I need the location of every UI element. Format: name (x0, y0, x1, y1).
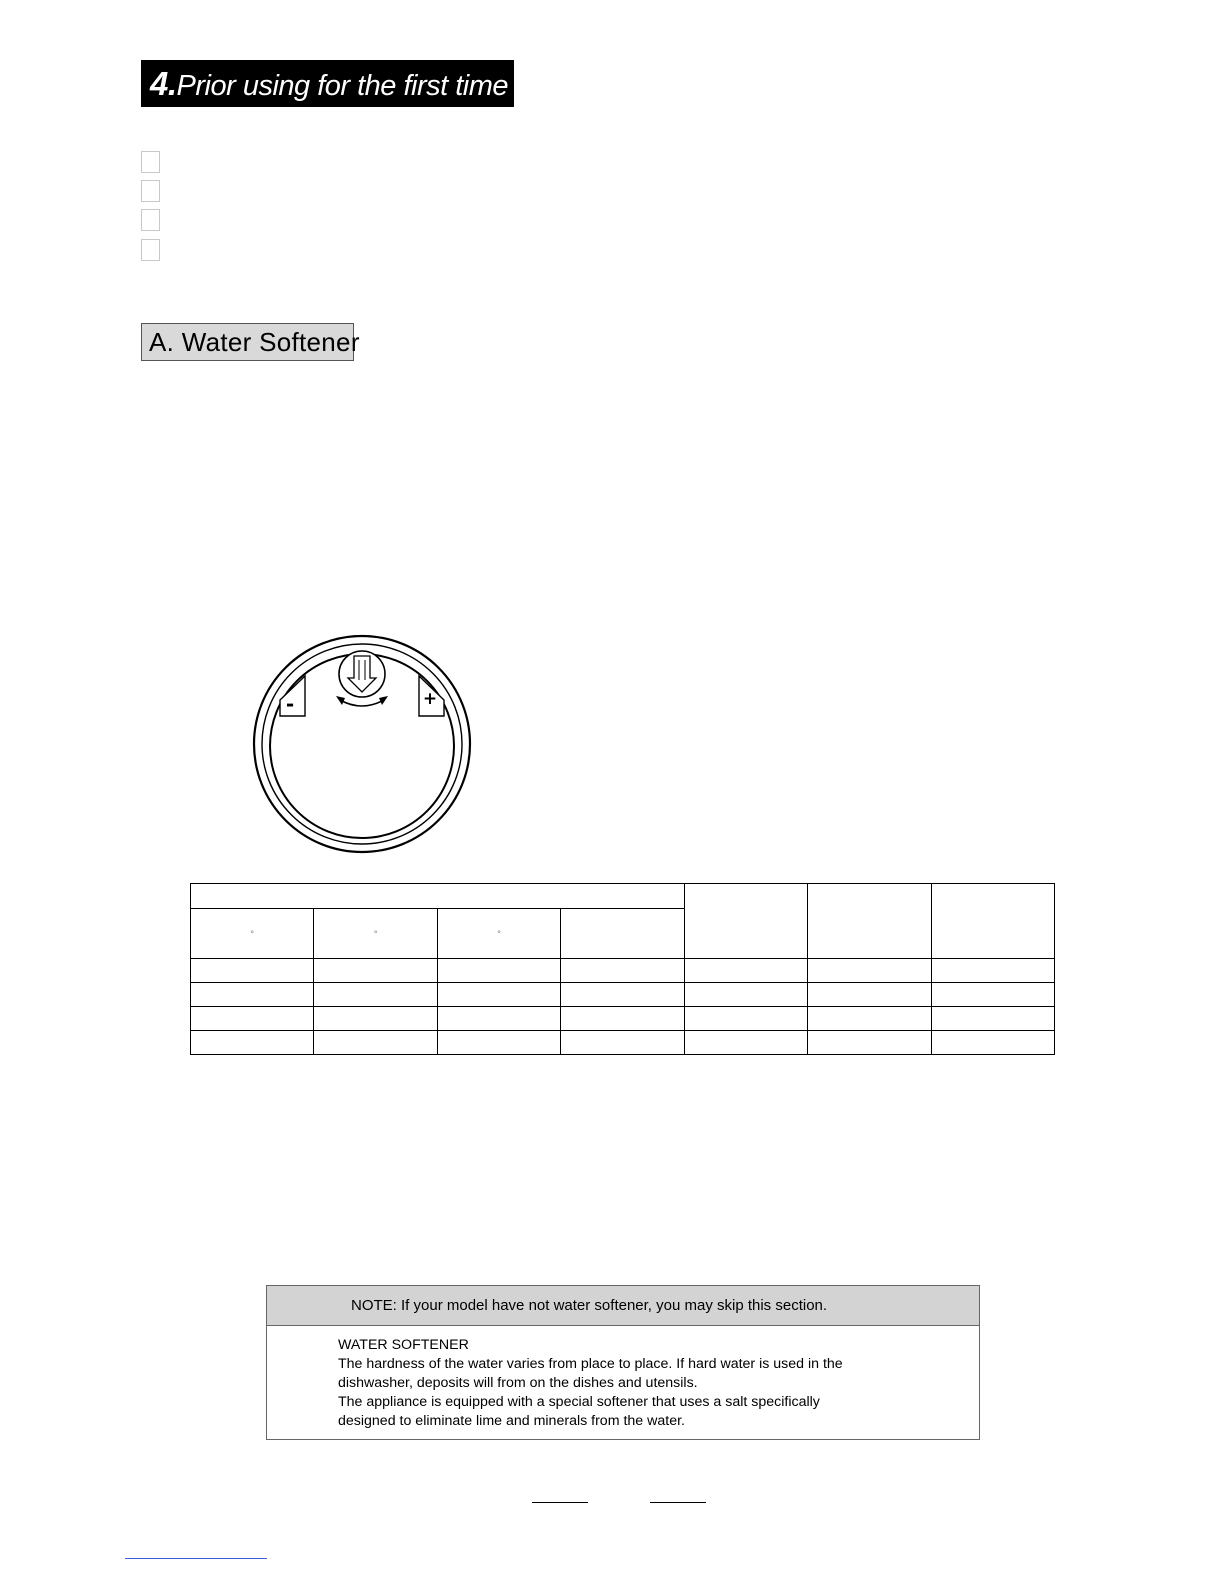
note-heading: NOTE: If your model have not water softener, you may skip this section. (267, 1286, 979, 1326)
section-title (141, 60, 514, 107)
table-cell (684, 983, 807, 1007)
note-line: dishwasher, deposits will from on the dishes and utensils. (338, 1375, 698, 1391)
footer-link-underline[interactable] (125, 1558, 267, 1559)
table-cell (437, 959, 560, 983)
table-cell (191, 1007, 314, 1031)
rotate-arrow-icon (340, 700, 384, 706)
section-title-text: Prior using for the first time (176, 70, 509, 102)
table-cell (808, 959, 931, 983)
table-cell (191, 1031, 314, 1055)
table-cell (314, 983, 437, 1007)
table-header-cell (931, 884, 1054, 959)
table-cell (437, 1031, 560, 1055)
table-row (191, 959, 1055, 983)
table-cell (437, 983, 560, 1007)
note-body (267, 1326, 979, 1431)
table-header-cell (684, 884, 807, 959)
footer-rule-right (650, 1502, 706, 1503)
table-cell (314, 959, 437, 983)
table-cell (931, 1007, 1054, 1031)
table-cell (437, 1007, 560, 1031)
table-cell (684, 1031, 807, 1055)
table-header-row-1 (191, 884, 1055, 909)
checklist-checkbox-1[interactable] (141, 151, 160, 173)
minus-label: - (285, 692, 295, 716)
table-cell (191, 983, 314, 1007)
table-cell (931, 959, 1054, 983)
table-cell (561, 983, 684, 1007)
table-unit-cell: ° (314, 909, 437, 959)
table-cell (808, 1031, 931, 1055)
table-cell (931, 1031, 1054, 1055)
rotate-arrow-head-right (379, 696, 388, 705)
footer-rule-left (532, 1502, 588, 1503)
checklist-checkbox-3[interactable] (141, 209, 160, 231)
table-cell (314, 1007, 437, 1031)
table-cell (314, 1031, 437, 1055)
table-cell (931, 983, 1054, 1007)
table-header-cell (808, 884, 931, 959)
table-cell (561, 1007, 684, 1031)
salt-container-cap-icon (250, 632, 476, 858)
table-cell (561, 959, 684, 983)
table-unit-cell (561, 909, 684, 959)
section-number: 4. (150, 65, 177, 102)
plus-label: + (422, 689, 438, 709)
water-hardness-table (190, 883, 1055, 1055)
table-cell (684, 1007, 807, 1031)
water-softener-heading: A. Water Softener (141, 323, 354, 361)
table-row (191, 1031, 1055, 1055)
table-row (191, 983, 1055, 1007)
table-unit-cell: ° (437, 909, 560, 959)
checklist-checkbox-2[interactable] (141, 180, 160, 202)
table-cell (561, 1031, 684, 1055)
table-cell (191, 959, 314, 983)
note-line: The appliance is equipped with a special softener that uses a salt specifically (338, 1394, 820, 1410)
table-cell (808, 983, 931, 1007)
table-cell (684, 959, 807, 983)
note-line: designed to eliminate lime and minerals from the water. (338, 1413, 685, 1429)
note-box (266, 1285, 980, 1440)
table-cell (808, 1007, 931, 1031)
table-unit-cell: ° (191, 909, 314, 959)
table-header-group (191, 884, 685, 909)
table-row (191, 1007, 1055, 1031)
checklist-checkbox-4[interactable] (141, 239, 160, 261)
note-line: The hardness of the water varies from place to place. If hard water is used in the (338, 1356, 843, 1372)
note-line: WATER SOFTENER (338, 1337, 469, 1353)
rotate-arrow-head-left (336, 696, 345, 705)
